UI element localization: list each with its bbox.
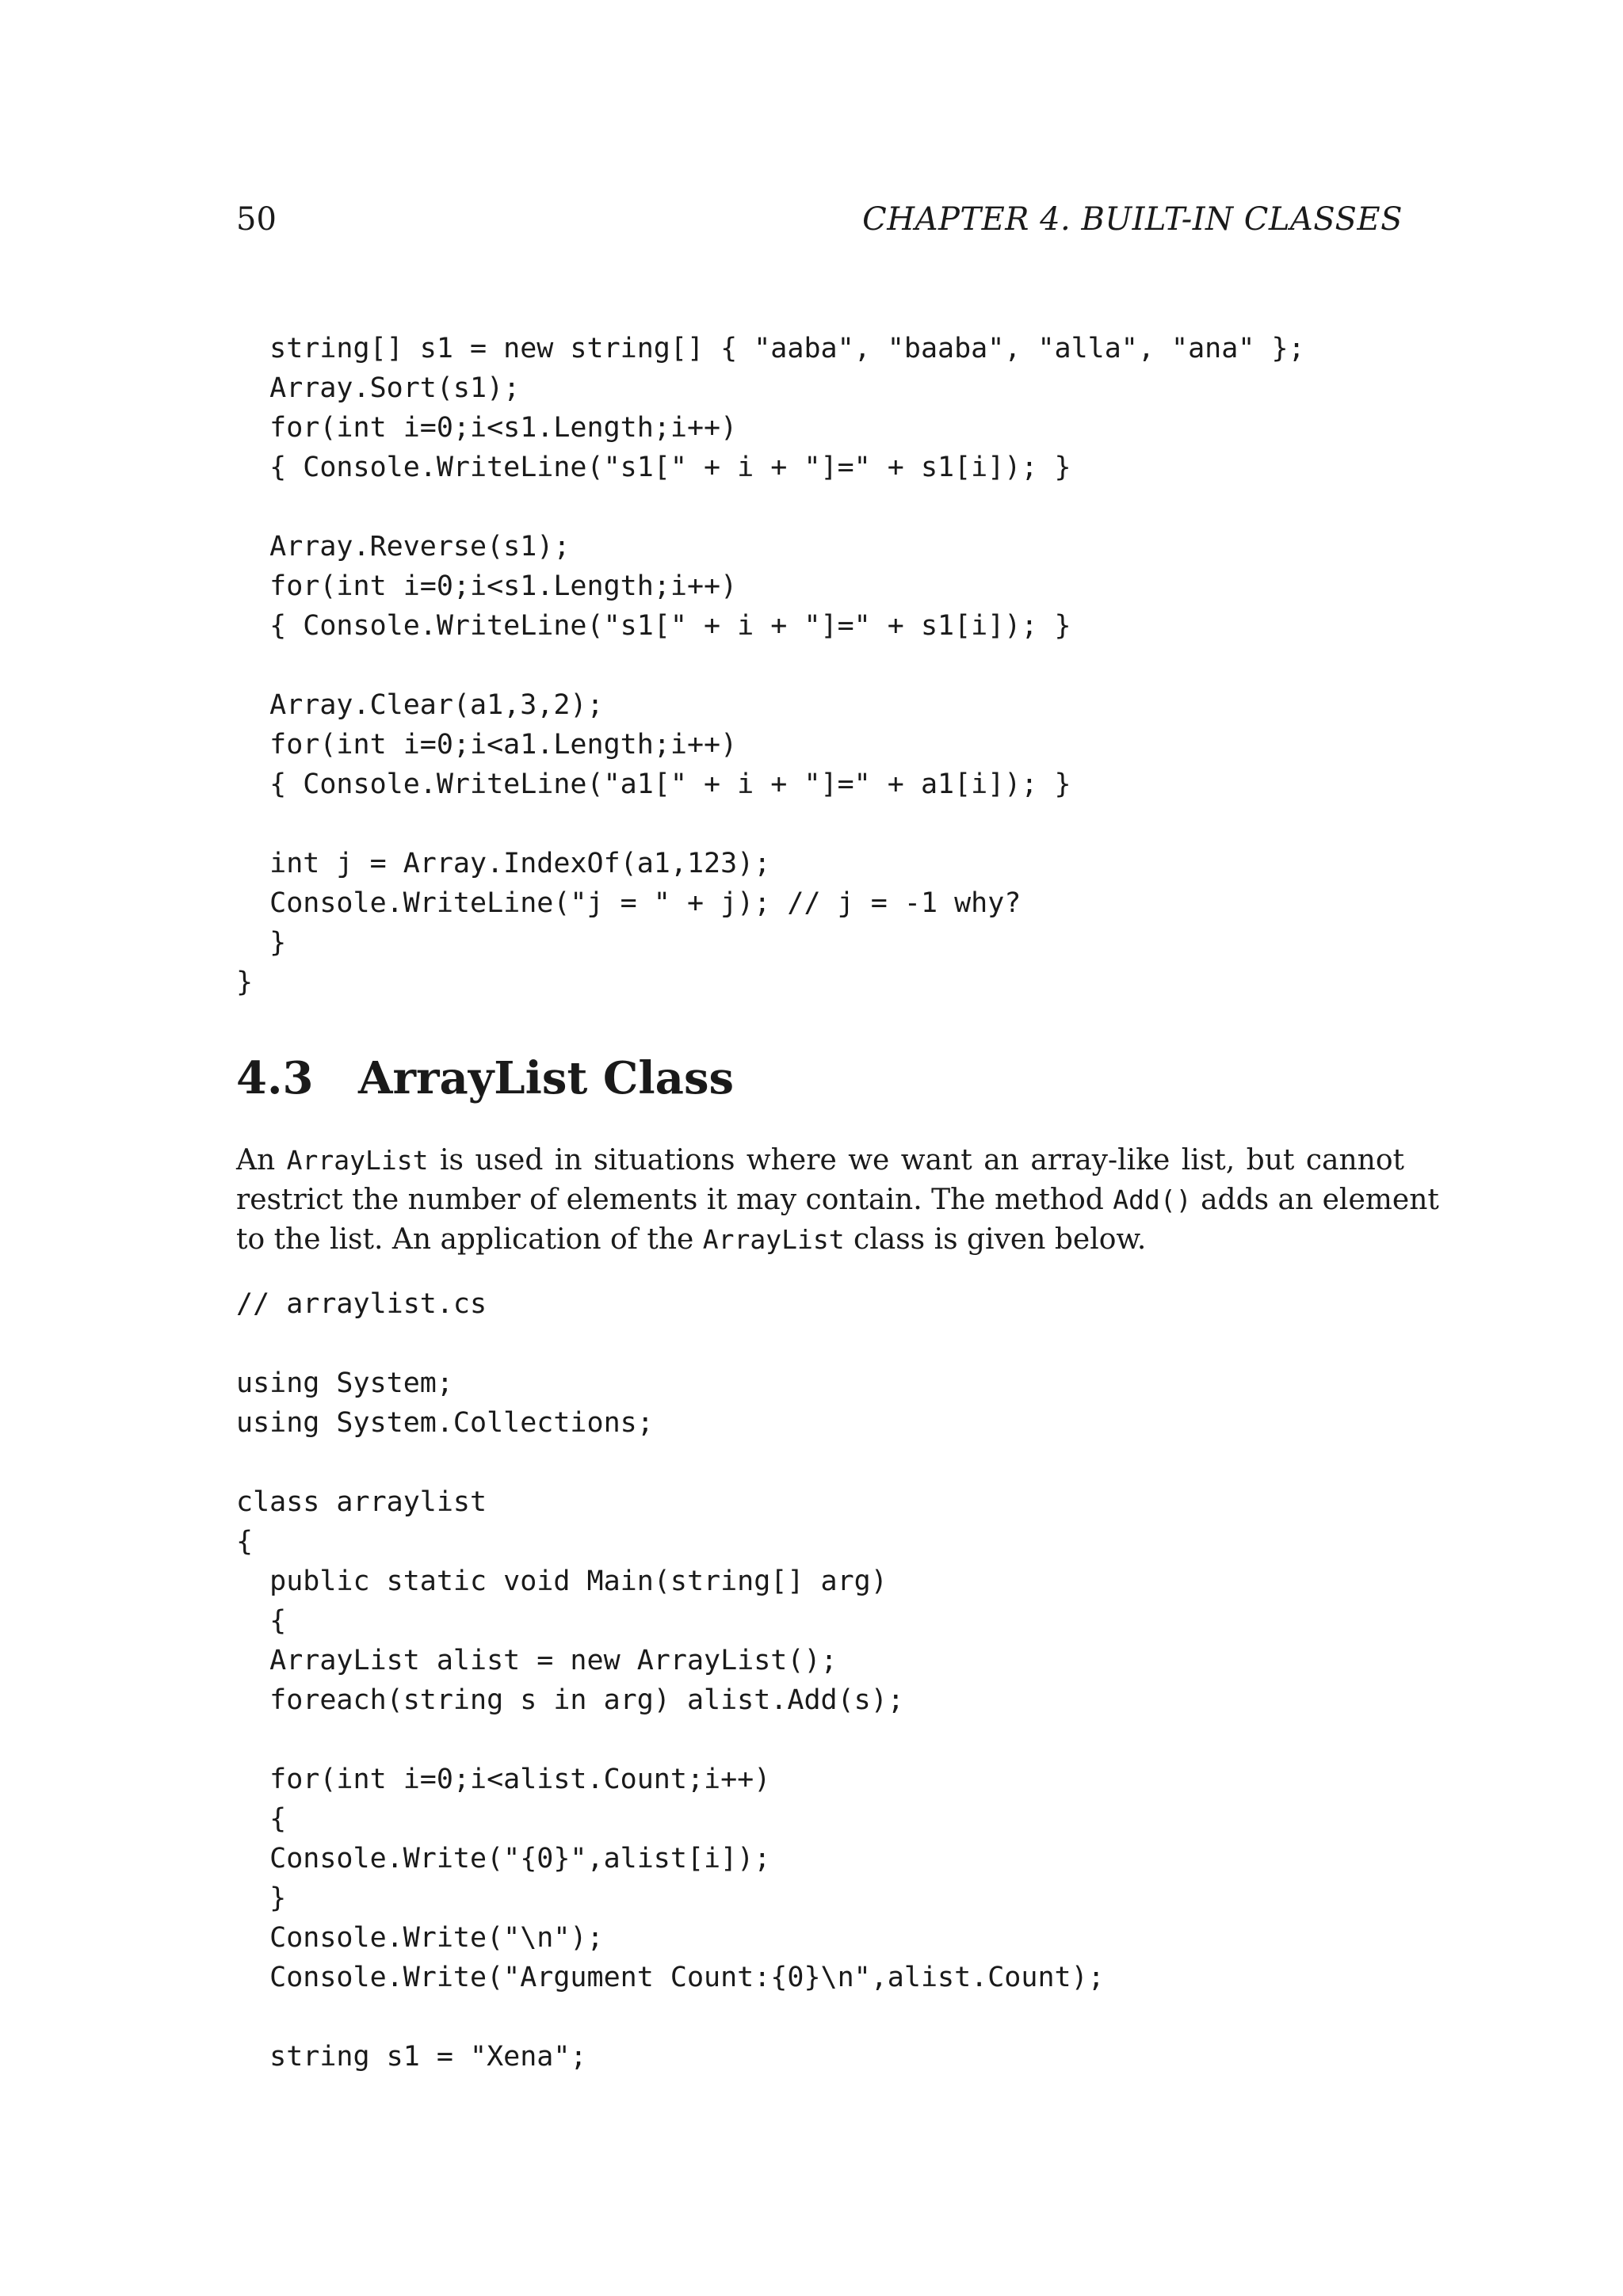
code-line [236,1997,1105,2037]
paragraph-line [236,1180,1439,1220]
code-line: } [236,1882,287,1914]
code-line: { [236,1803,287,1835]
code-line: for(int i=0;i<s1.Length;i++) [236,570,738,602]
paragraph-line [236,1141,1404,1180]
code-line: using System; [236,1367,453,1399]
code-line: Console.Write("Argument Count:{0}\n",alist.Count); [236,1962,1105,1993]
inline-code: ArrayList [702,1224,845,1255]
code-line: // arraylist.cs [236,1288,487,1320]
inline-code: ArrayList [286,1145,429,1176]
paragraph-line [236,1220,1404,1260]
code-line: for(int i=0;i<a1.Length;i++) [236,729,738,761]
running-head: CHAPTER 4. BUILT-IN CLASSES [862,201,1403,238]
code-line: } [236,927,287,959]
section-heading [236,1051,734,1106]
code-line: { Console.WriteLine("s1[" + i + "]=" + s1[i]); } [236,452,1071,483]
code-line: foreach(string s in arg) alist.Add(s); [236,1684,904,1716]
text-run: is used in situations where we want an array-like list, but cannot [428,1144,1404,1177]
code-line: for(int i=0;i<s1.Length;i++) [236,412,738,444]
page-number: 50 [236,201,277,238]
inline-code: Add() [1113,1184,1192,1215]
body-paragraph [236,1141,1439,1260]
code-line: { Console.WriteLine("s1[" + i + "]=" + s1[i]); } [236,610,1071,642]
code-line: string s1 = "Xena"; [236,2041,587,2073]
code-line [236,487,1305,527]
code-line: string[] s1 = new string[] { "aaba", "baaba", "alla", "ana" }; [236,333,1305,364]
section-number: 4.3 [236,1052,314,1104]
code-line: { [236,1526,254,1558]
text-run: restrict the number of elements it may contain. The method [236,1184,1113,1216]
code-line: Console.Write("\n"); [236,1922,604,1954]
code-line: { Console.WriteLine("a1[" + i + "]=" + a1[i]); } [236,769,1071,800]
code-line [236,1720,1105,1760]
code-line: class arraylist [236,1486,487,1518]
code-line: { [236,1605,287,1637]
section-title: ArrayList Class [358,1052,735,1104]
code-line: using System.Collections; [236,1407,654,1439]
code-line: Array.Sort(s1); [236,372,521,404]
code-line: Console.WriteLine("j = " + j); // j = -1 why? [236,887,1022,919]
text-run: adds an element [1191,1184,1439,1216]
code-line [236,646,1305,685]
code-line: Array.Clear(a1,3,2); [236,689,604,721]
code-line [236,1443,1105,1482]
text-run: class is given below. [844,1223,1147,1256]
text-run: An [236,1144,287,1177]
code-line: Console.Write("{0}",alist[i]); [236,1843,771,1875]
code-block-bottom [236,1284,1105,2077]
code-line: for(int i=0;i<alist.Count;i++) [236,1764,771,1795]
text-run: to the list. An application of the [236,1223,703,1256]
code-line: } [236,967,254,998]
code-line [236,804,1305,844]
code-line: public static void Main(string[] arg) [236,1566,888,1597]
code-line [236,1324,1105,1363]
code-line: Array.Reverse(s1); [236,531,571,563]
code-block-top [236,329,1305,1002]
code-line: ArrayList alist = new ArrayList(); [236,1645,838,1676]
code-line: int j = Array.IndexOf(a1,123); [236,848,771,879]
